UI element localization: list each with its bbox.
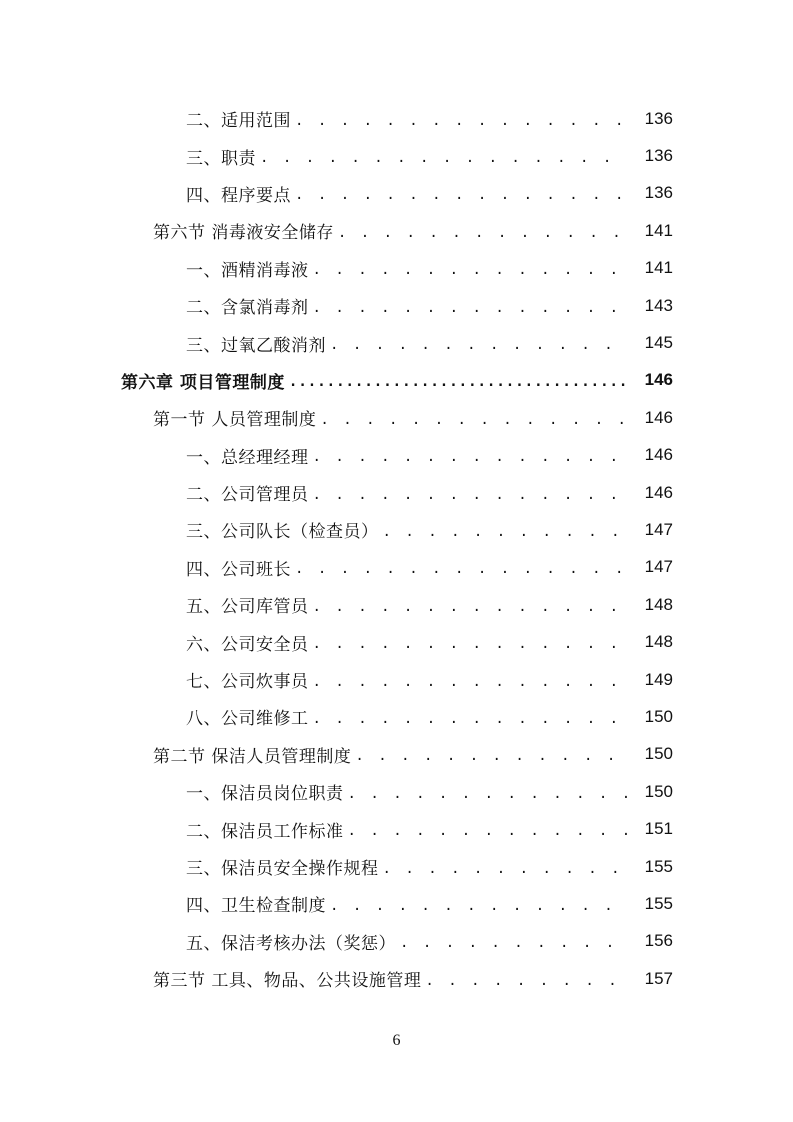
toc-entry-page: 136 [644, 146, 673, 166]
toc-entry[interactable] [0, 212, 793, 249]
toc-dot-leader [313, 596, 628, 614]
toc-entry[interactable] [0, 885, 793, 922]
toc-entry[interactable] [0, 324, 793, 361]
toc-entry-page: 147 [644, 557, 673, 577]
toc-dot-leader [313, 484, 628, 502]
toc-dot-leader [425, 970, 627, 988]
toc-entry[interactable] [0, 586, 793, 623]
toc-entry[interactable] [0, 100, 793, 137]
toc-entry-title: 七、公司炊事员 [186, 672, 309, 693]
toc-entry-page: 149 [644, 669, 673, 689]
toc-entry-page: 156 [644, 931, 673, 951]
toc-entry-title: 五、保洁考核办法（奖惩） [186, 933, 396, 954]
page-number: 6 [392, 1032, 401, 1049]
toc-entry-page: 136 [644, 108, 673, 128]
toc-entry[interactable] [0, 810, 793, 847]
toc-entry-title: 五、公司库管员 [186, 597, 309, 618]
toc-dot-leader [295, 558, 627, 576]
toc-entry-page: 157 [644, 968, 673, 988]
toc-entry-page: 146 [644, 370, 673, 390]
toc-entry-page: 141 [644, 258, 673, 278]
toc-entry[interactable] [0, 773, 793, 810]
toc-entry-page: 143 [644, 295, 673, 315]
toc-entry-title: 四、程序要点 [186, 185, 291, 206]
toc-dot-leader [313, 446, 628, 464]
toc-dot-leader [348, 783, 628, 801]
toc-entry[interactable] [0, 250, 793, 287]
toc-dot-leader [330, 334, 627, 352]
toc-entry-title: 第三节 工具、物品、公共设施管理 [153, 971, 422, 992]
toc-entry[interactable] [0, 399, 793, 436]
toc-dot-leader [330, 895, 627, 913]
toc-entry-title: 六、公司安全员 [186, 634, 309, 655]
toc-entry[interactable] [0, 511, 793, 548]
toc-entry-title: 一、保洁员岗位职责 [186, 784, 344, 805]
toc-dot-leader [313, 297, 628, 315]
toc-entry-page: 146 [644, 407, 673, 427]
toc-entry-title: 二、公司管理员 [186, 485, 309, 506]
toc-entry-title: 第六节 消毒液安全储存 [153, 223, 334, 244]
toc-dot-leader [295, 184, 627, 202]
toc-entry-title: 二、保洁员工作标准 [186, 821, 344, 842]
toc-entry-page: 145 [644, 333, 673, 353]
toc-entry-title: 三、保洁员安全操作规程 [186, 859, 379, 879]
toc-entry[interactable] [0, 848, 793, 885]
toc-dot-leader [338, 222, 627, 240]
toc-entry-page: 148 [644, 632, 673, 652]
toc-entry[interactable] [0, 287, 793, 324]
toc-entry[interactable] [0, 661, 793, 698]
toc-entry-page: 146 [644, 482, 673, 502]
toc-entry-page: 147 [644, 519, 673, 539]
toc-dot-leader [295, 110, 627, 128]
toc-entry-page: 148 [644, 594, 673, 614]
toc-entry-title: 一、总经理经理 [186, 447, 309, 468]
toc-dot-leader [313, 633, 628, 651]
toc-entry-title: 三、职责 [186, 148, 256, 169]
toc-entry[interactable] [0, 960, 793, 997]
toc-entry-page: 151 [644, 819, 673, 839]
toc-entry-title: 四、公司班长 [186, 559, 291, 580]
toc-entry-page: 146 [644, 445, 673, 465]
toc-entry-title: 第一节 人员管理制度 [153, 410, 317, 431]
toc-dot-leader [313, 671, 628, 689]
table-of-contents [0, 100, 793, 997]
toc-dot-leader [383, 858, 628, 876]
toc-dot-leader [313, 708, 628, 726]
toc-entry-title: 三、过氧乙酸消剂 [186, 335, 326, 356]
toc-entry[interactable] [0, 437, 793, 474]
toc-dot-leader [260, 147, 627, 165]
toc-entry-page: 155 [644, 856, 673, 876]
toc-entry[interactable] [0, 549, 793, 586]
toc-entry-title: 四、卫生检查制度 [186, 896, 326, 917]
toc-dot-leader [400, 932, 627, 950]
toc-dot-leader [289, 371, 627, 389]
toc-dot-leader [320, 409, 627, 427]
toc-entry-page: 141 [644, 220, 673, 240]
toc-entry-title: 第六章 项目管理制度 [121, 372, 285, 393]
toc-entry[interactable] [0, 137, 793, 174]
toc-entry-title: 八、公司维修工 [186, 709, 309, 730]
toc-entry[interactable] [0, 698, 793, 735]
toc-entry-page: 155 [644, 893, 673, 913]
toc-entry-page: 150 [644, 744, 673, 764]
toc-entry-title: 三、公司队长（检查员） [186, 522, 379, 543]
toc-dot-leader [383, 521, 628, 539]
toc-entry-title: 第二节 保洁人员管理制度 [153, 746, 352, 767]
toc-entry-title: 一、酒精消毒液 [186, 260, 309, 281]
toc-dot-leader [313, 259, 628, 277]
toc-entry[interactable] [0, 623, 793, 660]
toc-entry[interactable] [0, 736, 793, 773]
toc-entry[interactable] [0, 923, 793, 960]
toc-entry-page: 136 [644, 183, 673, 203]
toc-entry[interactable] [0, 362, 793, 399]
toc-entry-page: 150 [644, 706, 673, 726]
toc-dot-leader [348, 820, 628, 838]
toc-entry[interactable] [0, 474, 793, 511]
toc-entry[interactable] [0, 175, 793, 212]
toc-entry-title: 二、含氯消毒剂 [186, 298, 309, 319]
toc-entry-title: 二、适用范围 [186, 111, 291, 132]
toc-entry-page: 150 [644, 781, 673, 801]
toc-dot-leader [355, 745, 627, 763]
